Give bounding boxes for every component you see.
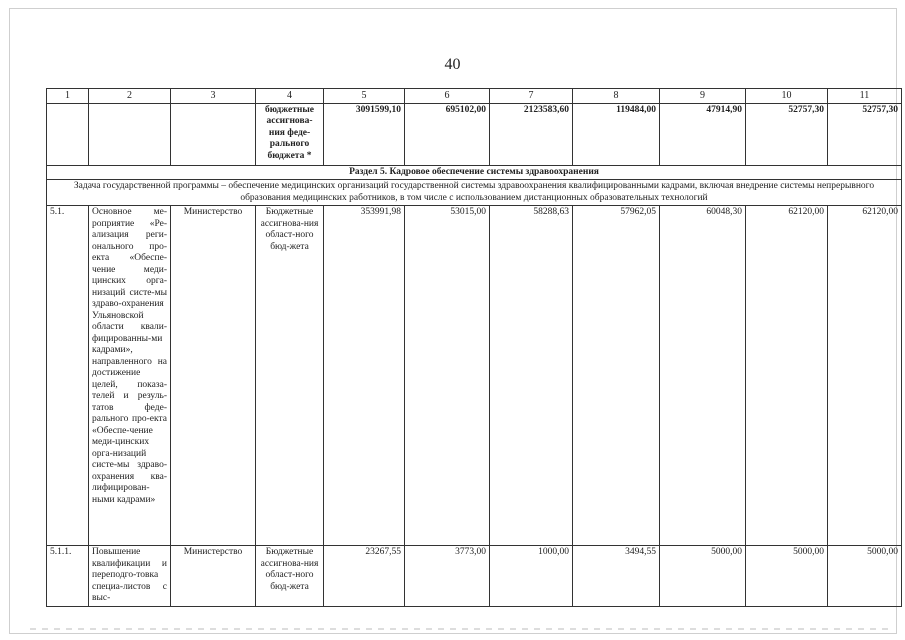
value-cell: 5000,00 — [746, 546, 828, 607]
measure-name: Повышение квалификации и переподго-товка специа-листов с выс- — [89, 546, 171, 607]
value-cell: 1000,00 — [490, 546, 573, 607]
value-cell: 60048,30 — [660, 206, 746, 546]
value-cell: 53015,00 — [405, 206, 490, 546]
executor-cell: Министерство — [171, 206, 256, 546]
empty-cell — [89, 103, 171, 165]
column-number: 4 — [256, 89, 324, 104]
table-row — [47, 546, 902, 607]
value-cell: 52757,30 — [828, 103, 902, 165]
value-cell: 695102,00 — [405, 103, 490, 165]
value-cell: 5000,00 — [828, 546, 902, 607]
funding-source-cell: Бюджетные ассигнова-ния област-ного бюд-жета — [256, 546, 324, 607]
value-cell: 23267,55 — [324, 546, 405, 607]
task-text: Задача государственной программы – обеспечение медицинских организаций государственной системы здравоохранения квалифицированными кадрами, включая внедрение системы непрерывного образования медицинских работников, в том числе с использованием дистанционных образовательных технологий — [47, 180, 902, 206]
value-cell: 62120,00 — [746, 206, 828, 546]
executor-cell: Министерство — [171, 546, 256, 607]
empty-cell — [171, 103, 256, 165]
value-cell: 58288,63 — [490, 206, 573, 546]
task-row — [47, 180, 902, 206]
section-row — [47, 165, 902, 180]
value-cell: 2123583,60 — [490, 103, 573, 165]
column-number: 7 — [490, 89, 573, 104]
value-cell: 3494,55 — [573, 546, 660, 607]
column-number: 10 — [746, 89, 828, 104]
column-number-row — [47, 89, 902, 104]
page-number: 40 — [444, 56, 461, 73]
value-cell: 3091599,10 — [324, 103, 405, 165]
value-cell: 47914,90 — [660, 103, 746, 165]
funding-source-cell: Бюджетные ассигнова-ния област-ного бюд-жета — [256, 206, 324, 546]
row-number: 5.1.1. — [47, 546, 89, 607]
federal-budget-row — [47, 103, 902, 165]
measure-name: Основное ме-роприятие «Ре-ализация реги-онального про-екта «Обеспе-чение меди-цинских орга-низаций систе-мы здраво-охранения Ульяновской области квали-фицированны-ми кадрами», направленного на достижение целей, показа-телей и резуль-татов феде-рального про-екта «Обеспе-чение меди-цинских орга-низаций систе-мы здраво-охранения ква-лифицирован-ными кадрами» — [89, 206, 171, 546]
column-number: 11 — [828, 89, 902, 104]
program-table — [46, 88, 902, 607]
value-cell: 57962,05 — [573, 206, 660, 546]
value-cell: 119484,00 — [573, 103, 660, 165]
column-number: 6 — [405, 89, 490, 104]
value-cell: 62120,00 — [828, 206, 902, 546]
value-cell: 353991,98 — [324, 206, 405, 546]
column-number: 3 — [171, 89, 256, 104]
scan-artifact — [30, 628, 890, 630]
table-row — [47, 206, 902, 546]
value-cell: 52757,30 — [746, 103, 828, 165]
column-number: 5 — [324, 89, 405, 104]
column-number: 2 — [89, 89, 171, 104]
funding-source-cell: бюджетные ассигнова-ния феде-рального бюджета * — [256, 103, 324, 165]
column-number: 9 — [660, 89, 746, 104]
value-cell: 5000,00 — [660, 546, 746, 607]
empty-cell — [47, 103, 89, 165]
value-cell: 3773,00 — [405, 546, 490, 607]
column-number: 8 — [573, 89, 660, 104]
section-title: Раздел 5. Кадровое обеспечение системы здравоохранения — [47, 165, 902, 180]
row-number: 5.1. — [47, 206, 89, 546]
column-number: 1 — [47, 89, 89, 104]
